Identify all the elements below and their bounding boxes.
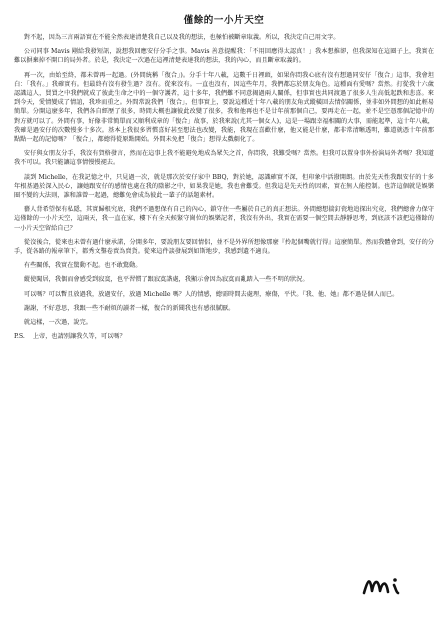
paragraph: 對不起，因為三言兩語實在不能全然表達清楚我自己以及我的想法，也極怕被斷章取義。所以，我決定自己用文字。 <box>23 34 340 41</box>
paragraph: 再一次，由始至終，都未曾再一起過。(外間統稱「復合」)。分手十年八載，這數千日裡頭，如果你問我心底有沒有想過同安仔「復合」這事，我會坦白：「我有。」我確實有。但最終有沒有發生過？沒有。從來沒有。一直也沒有，因這些年月，我們都忘於朋友角色。這種面有愛嗎？當然。打從我十六歲認識這人，買買之中我們就成了彼此生命之中的一個守護者，這十多年，我們難不同意揭過兩人關係，但事實也共同渡過了很多人生高低起跌和悲喜。來到今天，愛情變成了情誼，我珍而重之。外間常說我們「復合」，但事實上，要說這種近十年八載的朋友角式縱橫回去情侶關係，並非如外間想的如此輕易簡單。分開這麼多年，我們各自經歷了很多，時間大概也讓彼此改變了很多，我和他再也不是廿年前那個自己，要再走在一起，並不是空憑那個記憶中的對方就可以了。外間有事，好像非常簡單而又順利成章的「復合」故事，於我來說(尤其一個女人)，這是一場跟幸福相關的大事，需能起準，這十年八載，我確是過安仔的次數慢多十多次。基本上我很多習慣喜好甚至想法也改變，我能，我現在喜歡什麼，他又能是什麼，都非常清晰透明，難道就憑十年前那點點一起的記憶嗎？「復合」，都總得從原點開始。外間未免把「復合」想得太戲劇化了。 <box>14 71 434 144</box>
paragraph: 就這樣，一次過，說完。 <box>23 319 92 327</box>
paragraph: 謝謝，不好意思，我跟一些不耐煩的讀者一樣，復合的新聞我也有感很膩厭。 <box>23 304 235 312</box>
paragraph: 安仔與女朋友分手，我沒有賀格發言，然而在這事上我不能避免地成為眾矢之首，你問我，我難受嗎？當然。但我可以置身事外扮演局外者嗎？我知道我不可以。我只能讓這事情慢慢褪去。 <box>14 150 434 167</box>
paragraph: 縱使闖居，我偶而會感受到寂寞，也平習慣了跟寂寞諧處，我顯示會因為寂寞而亂踏入一些不明的狀況。 <box>23 276 309 284</box>
paragraph: 藝人背希望保有私隱，其實歸根究底，我們不過想保有自己的內心，鎖守住一些屬於自己的真正想法。外間總想揣釘瓷地追探出究竟，我們總會力保守這僅餘的一小片天空，這兩天，我一直在家，樓下有全天候緊守崗位的娛樂記者，我沒有外出，我實在需要一個空間去靜靜思考，到底該不該把這僅餘的一小片天空留給自己？ <box>14 206 434 232</box>
page-title: 僅餘的一小片天空 <box>183 15 265 26</box>
postscript-text: 上帝，也請別讓我久等，可以嗎？ <box>32 333 126 341</box>
paragraph: 可以嗎？可以暫且放過我，放過安仔，放過 Michelle 嗎？人的情感，總需時間去處理，療傷，平伏。『我、他、她』都不過是個人而已。 <box>23 290 399 298</box>
signature-mark <box>360 573 420 599</box>
postscript <box>14 332 434 341</box>
paragraph: 公司同事 Mavis 剛給我發短訊，說想我回應安仔分手之事。Mavis 善意提醒我：「不用回應得太認真！」我本想推卻，但我深知在這圈子上，我實在難以摒棄掉不開口的局外者。於是，我決定一次過在這裡清楚表達我的想法，我的內心，而且斷章取義的。 <box>14 48 434 65</box>
paragraph: 有些關係，我實在驚動不起。也不敢驚動。 <box>23 262 142 270</box>
paragraph: 談到 Michelle，在我記憶之中，只見過一次，就是那次於安仔家中 BBQ，對於她，認識確實不深，但印象中活潑開朗。由於先天性我跟安仔的十多年根基過於深入民心，讓她跟安仔的感情也處在我的陰影之中，如果我是她，我也會難受。但我這是先天性的因素，實在無人能控制。也許這個就是娛樂圈不變的大法則，誰和誰曾一起過，總難免會成為彼此一輩子的話題素材。 <box>14 173 434 200</box>
paragraph: 從沒後合，從來也未曾有過什麼承諾，分開多年，要說朋友要回情侶，並不是外界所想像那麼『拎起個嘴就行得』這麼簡單。然而我體會到，安仔的分手，從各路的報章筆下，都秀文鑿卷賣為賣貨。從來這件談發展到如斯地步，我感到遺不適良。 <box>14 238 434 256</box>
postscript-label: P.S. <box>14 333 25 341</box>
